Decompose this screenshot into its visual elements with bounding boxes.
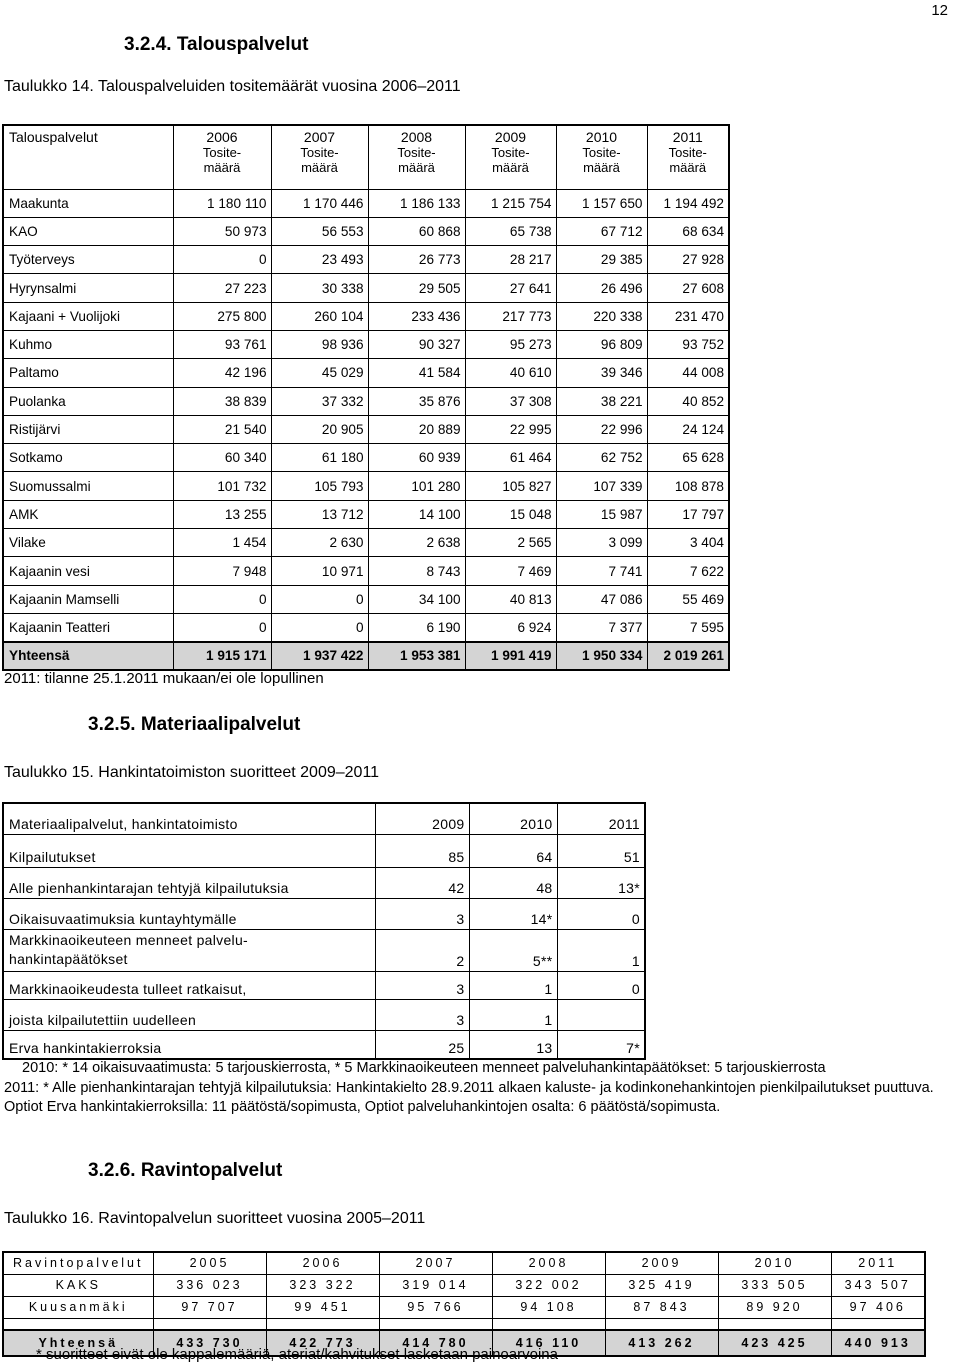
cell-value: 3 — [375, 971, 469, 999]
year-header: 2007 — [379, 1252, 492, 1274]
cell-value: 27 608 — [647, 274, 729, 302]
cell-value: 2 565 — [465, 529, 556, 557]
cell-value: 34 100 — [368, 585, 465, 613]
table-row — [3, 444, 729, 472]
cell-value: 1 186 133 — [368, 189, 465, 217]
cell-value: 94 108 — [492, 1296, 605, 1318]
cell-value: 0 — [557, 971, 645, 999]
cell-value: 1 157 650 — [556, 189, 647, 217]
total-value: 1 953 381 — [368, 642, 465, 670]
row-label: Kajaanin Teatteri — [3, 613, 173, 641]
cell-value: 14 100 — [368, 500, 465, 528]
cell-value: 37 332 — [271, 387, 368, 415]
table-row — [3, 1296, 925, 1318]
cell-value: 42 196 — [173, 359, 271, 387]
cell-value: 101 280 — [368, 472, 465, 500]
year-header: 2006 — [173, 125, 271, 145]
total-value: 422 773 — [266, 1330, 379, 1356]
cell-value: 105 793 — [271, 472, 368, 500]
row-label: Kajaani + Vuolijoki — [3, 302, 173, 330]
table-spacer-row — [3, 1318, 925, 1330]
table-15-note-2010: 2010: * 14 oikaisuvaatimusta: 5 tarjouskierrosta, * 5 Markkinaoikeuteen menneet palveluhankintapäätökset: 5 tarjouskierrosta — [22, 1060, 826, 1076]
sub-header: Tosite- määrä — [556, 145, 647, 189]
table-row — [3, 359, 729, 387]
row-label: Työterveys — [3, 246, 173, 274]
empty-cell — [153, 1318, 266, 1330]
cell-value: 99 451 — [266, 1296, 379, 1318]
table-16-header-label: Ravintopalvelut — [3, 1252, 153, 1274]
cell-value: 323 322 — [266, 1274, 379, 1296]
table-row — [3, 585, 729, 613]
row-label: Maakunta — [3, 189, 173, 217]
total-value: 440 913 — [831, 1330, 925, 1356]
empty-cell — [605, 1318, 718, 1330]
table-14-note: 2011: tilanne 25.1.2011 mukaan/ei ole lopullinen — [4, 670, 324, 687]
cell-value: 101 732 — [173, 472, 271, 500]
cell-value: 1 — [469, 999, 557, 1030]
cell-value: 40 813 — [465, 585, 556, 613]
cell-value: 62 752 — [556, 444, 647, 472]
cell-value: 333 505 — [718, 1274, 831, 1296]
table-row — [3, 387, 729, 415]
cell-value: 27 223 — [173, 274, 271, 302]
cell-value: 1 194 492 — [647, 189, 729, 217]
table-16-caption: Taulukko 16. Ravintopalvelun suoritteet vuosina 2005–2011 — [4, 1210, 426, 1227]
cell-value: 48 — [469, 867, 557, 898]
cell-value: 3 — [375, 898, 469, 929]
cell-value: 13 712 — [271, 500, 368, 528]
cell-value: 0 — [271, 613, 368, 641]
row-label: KAO — [3, 217, 173, 245]
table-row — [3, 557, 729, 585]
table-15-header-label: Materiaalipalvelut, hankintatoimisto — [3, 803, 375, 834]
cell-value: 1 454 — [173, 529, 271, 557]
total-value: 433 730 — [153, 1330, 266, 1356]
total-label: Yhteensä — [3, 642, 173, 670]
year-header: 2011 — [647, 125, 729, 145]
table-row — [3, 1030, 645, 1059]
empty-cell — [718, 1318, 831, 1330]
cell-value: 98 936 — [271, 330, 368, 358]
cell-value: 108 878 — [647, 472, 729, 500]
cell-value: 60 939 — [368, 444, 465, 472]
year-header: 2009 — [465, 125, 556, 145]
table-row — [3, 929, 645, 971]
table-row — [3, 415, 729, 443]
row-label: Kuhmo — [3, 330, 173, 358]
cell-value: 22 996 — [556, 415, 647, 443]
cell-value: 23 493 — [271, 246, 368, 274]
total-value: 416 110 — [492, 1330, 605, 1356]
cell-value: 15 987 — [556, 500, 647, 528]
cell-value: 220 338 — [556, 302, 647, 330]
table-15 — [2, 802, 646, 1060]
row-label: AMK — [3, 500, 173, 528]
cell-value: 13 — [469, 1030, 557, 1059]
cell-value: 38 839 — [173, 387, 271, 415]
section-heading-materiaalipalvelut: 3.2.5. Materiaalipalvelut — [88, 714, 301, 735]
cell-value: 40 610 — [465, 359, 556, 387]
table-row — [3, 246, 729, 274]
cell-value: 93 761 — [173, 330, 271, 358]
cell-value: 56 553 — [271, 217, 368, 245]
total-value: 1 991 419 — [465, 642, 556, 670]
sub-header: Tosite- määrä — [271, 145, 368, 189]
year-header: 2010 — [718, 1252, 831, 1274]
cell-value: 1 170 446 — [271, 189, 368, 217]
row-label: Sotkamo — [3, 444, 173, 472]
sub-header: Tosite- määrä — [465, 145, 556, 189]
row-label: Hyrynsalmi — [3, 274, 173, 302]
row-label: Puolanka — [3, 387, 173, 415]
cell-value: 24 124 — [647, 415, 729, 443]
sub-header: Tosite- määrä — [647, 145, 729, 189]
cell-value: 65 628 — [647, 444, 729, 472]
cell-value: 2 630 — [271, 529, 368, 557]
cell-value: 14* — [469, 898, 557, 929]
section-heading-talouspalvelut: 3.2.4. Talouspalvelut — [124, 34, 309, 55]
cell-value: 0 — [173, 585, 271, 613]
cell-value: 50 973 — [173, 217, 271, 245]
cell-value: 20 889 — [368, 415, 465, 443]
cell-value: 7 377 — [556, 613, 647, 641]
table-row — [3, 472, 729, 500]
cell-value: 45 029 — [271, 359, 368, 387]
empty-cell — [3, 1318, 153, 1330]
cell-value: 97 707 — [153, 1296, 266, 1318]
table-row — [3, 613, 729, 641]
cell-value: 6 924 — [465, 613, 556, 641]
row-label: Markkinaoikeudesta tulleet ratkaisut, — [3, 971, 375, 999]
table-row — [3, 189, 729, 217]
cell-value: 61 180 — [271, 444, 368, 472]
cell-value: 68 634 — [647, 217, 729, 245]
cell-value: 7* — [557, 1030, 645, 1059]
row-label: Alle pienhankintarajan tehtyjä kilpailutuksia — [3, 867, 375, 898]
cell-value: 10 971 — [271, 557, 368, 585]
cell-value: 0 — [173, 613, 271, 641]
row-label: Markkinaoikeuteen menneet palvelu- hankintapäätökset — [3, 929, 375, 971]
cell-value: 47 086 — [556, 585, 647, 613]
row-label: KAKS — [3, 1274, 153, 1296]
table-row — [3, 867, 645, 898]
row-label: Kajaanin Mamselli — [3, 585, 173, 613]
table-15-header-row — [3, 803, 645, 834]
table-row — [3, 500, 729, 528]
cell-value: 51 — [557, 834, 645, 867]
year-header: 2011 — [557, 803, 645, 834]
cell-value: 27 928 — [647, 246, 729, 274]
cell-value: 0 — [173, 246, 271, 274]
table-14-caption: Taulukko 14. Talouspalveluiden tositemäärät vuosina 2006–2011 — [4, 78, 461, 95]
row-label: Erva hankintakierroksia — [3, 1030, 375, 1059]
cell-value: 6 190 — [368, 613, 465, 641]
table-14-sub-header — [3, 145, 729, 189]
empty-cell — [379, 1318, 492, 1330]
cell-value: 5** — [469, 929, 557, 971]
total-label: Yhteensä — [3, 1330, 153, 1356]
cell-value: 8 743 — [368, 557, 465, 585]
year-header: 2009 — [605, 1252, 718, 1274]
year-header: 2010 — [556, 125, 647, 145]
table-row — [3, 529, 729, 557]
table-14-corner: Talouspalvelut — [3, 125, 173, 145]
cell-value: 17 797 — [647, 500, 729, 528]
cell-value: 107 339 — [556, 472, 647, 500]
cell-value: 28 217 — [465, 246, 556, 274]
cell-value: 38 221 — [556, 387, 647, 415]
table-row — [3, 1274, 925, 1296]
cell-value: 319 014 — [379, 1274, 492, 1296]
cell-value: 35 876 — [368, 387, 465, 415]
table-14-total-row — [3, 642, 729, 670]
cell-value: 61 464 — [465, 444, 556, 472]
cell-value: 7 741 — [556, 557, 647, 585]
empty-cell — [266, 1318, 379, 1330]
cell-value: 96 809 — [556, 330, 647, 358]
total-value: 413 262 — [605, 1330, 718, 1356]
cell-value: 67 712 — [556, 217, 647, 245]
row-label: Paltamo — [3, 359, 173, 387]
cell-value: 30 338 — [271, 274, 368, 302]
cell-value: 7 469 — [465, 557, 556, 585]
cell-value: 93 752 — [647, 330, 729, 358]
empty-cell — [3, 145, 173, 189]
cell-value: 275 800 — [173, 302, 271, 330]
cell-value: 1 180 110 — [173, 189, 271, 217]
cell-value: 40 852 — [647, 387, 729, 415]
row-label: Kuusanmäki — [3, 1296, 153, 1318]
cell-value: 105 827 — [465, 472, 556, 500]
cell-value: 13 255 — [173, 500, 271, 528]
cell-value: 27 641 — [465, 274, 556, 302]
cell-value: 64 — [469, 834, 557, 867]
table-row — [3, 302, 729, 330]
cell-value: 0 — [557, 898, 645, 929]
total-value: 1 937 422 — [271, 642, 368, 670]
year-header: 2009 — [375, 803, 469, 834]
cell-value: 21 540 — [173, 415, 271, 443]
cell-value: 343 507 — [831, 1274, 925, 1296]
cell-value: 29 505 — [368, 274, 465, 302]
cell-value: 233 436 — [368, 302, 465, 330]
total-value: 423 425 — [718, 1330, 831, 1356]
table-15-note-2011: 2011: * Alle pienhankintarajan tehtyjä kilpailutuksia: Hankintakielto 28.9.2011 alkaen kaluste- ja kodinkonehankintojen pienkilpailutukset puuttuva. Optiot Erva hankintakierroksilla: 11 päätöstä/sopimusta, Optiot palveluhankintojen osalta: 6 päätöstä/sopimusta. — [4, 1080, 934, 1115]
cell-value: 322 002 — [492, 1274, 605, 1296]
table-row — [3, 898, 645, 929]
row-label: Ristijärvi — [3, 415, 173, 443]
row-label: Kajaanin vesi — [3, 557, 173, 585]
table-row — [3, 217, 729, 245]
cell-value: 13* — [557, 867, 645, 898]
cell-value: 37 308 — [465, 387, 556, 415]
cell-value: 90 327 — [368, 330, 465, 358]
table-16 — [2, 1251, 926, 1357]
cell-value: 1 215 754 — [465, 189, 556, 217]
row-label: Oikaisuvaatimuksia kuntayhtymälle — [3, 898, 375, 929]
cell-value: 7 948 — [173, 557, 271, 585]
table-row — [3, 971, 645, 999]
cell-value — [557, 999, 645, 1030]
cell-value: 25 — [375, 1030, 469, 1059]
cell-value: 3 404 — [647, 529, 729, 557]
cell-value: 3 — [375, 999, 469, 1030]
section-heading-ravintopalvelut: 3.2.6. Ravintopalvelut — [88, 1160, 283, 1181]
empty-cell — [492, 1318, 605, 1330]
empty-cell — [831, 1318, 925, 1330]
cell-value: 3 099 — [556, 529, 647, 557]
sub-header: Tosite- määrä — [368, 145, 465, 189]
table-row — [3, 274, 729, 302]
year-header: 2008 — [368, 125, 465, 145]
cell-value: 1 — [469, 971, 557, 999]
cell-value: 85 — [375, 834, 469, 867]
cell-value: 65 738 — [465, 217, 556, 245]
row-label: Suomussalmi — [3, 472, 173, 500]
year-header: 2008 — [492, 1252, 605, 1274]
cell-value: 39 346 — [556, 359, 647, 387]
table-row — [3, 330, 729, 358]
cell-value: 217 773 — [465, 302, 556, 330]
year-header: 2007 — [271, 125, 368, 145]
total-value: 414 780 — [379, 1330, 492, 1356]
cell-value: 336 023 — [153, 1274, 266, 1296]
cell-value: 325 419 — [605, 1274, 718, 1296]
row-label: Vilake — [3, 529, 173, 557]
cell-value: 41 584 — [368, 359, 465, 387]
year-header: 2006 — [266, 1252, 379, 1274]
cell-value: 7 595 — [647, 613, 729, 641]
cell-value: 26 496 — [556, 274, 647, 302]
table-16-note: * suoritteet eivät ole kappalemääriä, ateriat/kahvitukset lasketaan painoarvoina — [36, 1346, 558, 1363]
cell-value: 0 — [271, 585, 368, 613]
cell-value: 95 766 — [379, 1296, 492, 1318]
cell-value: 7 622 — [647, 557, 729, 585]
cell-value: 2 — [375, 929, 469, 971]
table-row — [3, 834, 645, 867]
row-label: Kilpailutukset — [3, 834, 375, 867]
row-label: joista kilpailutettiin uudelleen — [3, 999, 375, 1030]
cell-value: 15 048 — [465, 500, 556, 528]
total-value: 2 019 261 — [647, 642, 729, 670]
total-value: 1 950 334 — [556, 642, 647, 670]
cell-value: 55 469 — [647, 585, 729, 613]
cell-value: 60 340 — [173, 444, 271, 472]
cell-value: 20 905 — [271, 415, 368, 443]
cell-value: 97 406 — [831, 1296, 925, 1318]
table-15-caption: Taulukko 15. Hankintatoimiston suoritteet 2009–2011 — [4, 764, 380, 781]
table-14-year-header — [3, 125, 729, 145]
cell-value: 26 773 — [368, 246, 465, 274]
cell-value: 42 — [375, 867, 469, 898]
year-header: 2005 — [153, 1252, 266, 1274]
year-header: 2011 — [831, 1252, 925, 1274]
cell-value: 87 843 — [605, 1296, 718, 1318]
year-header: 2010 — [469, 803, 557, 834]
cell-value: 60 868 — [368, 217, 465, 245]
sub-header: Tosite- määrä — [173, 145, 271, 189]
total-value: 1 915 171 — [173, 642, 271, 670]
cell-value: 2 638 — [368, 529, 465, 557]
table-row — [3, 999, 645, 1030]
page-number: 12 — [931, 2, 948, 19]
table-16-header-row — [3, 1252, 925, 1274]
cell-value: 260 104 — [271, 302, 368, 330]
table-14 — [2, 124, 730, 671]
cell-value: 1 — [557, 929, 645, 971]
cell-value: 29 385 — [556, 246, 647, 274]
cell-value: 89 920 — [718, 1296, 831, 1318]
cell-value: 231 470 — [647, 302, 729, 330]
cell-value: 44 008 — [647, 359, 729, 387]
cell-value: 22 995 — [465, 415, 556, 443]
cell-value: 95 273 — [465, 330, 556, 358]
